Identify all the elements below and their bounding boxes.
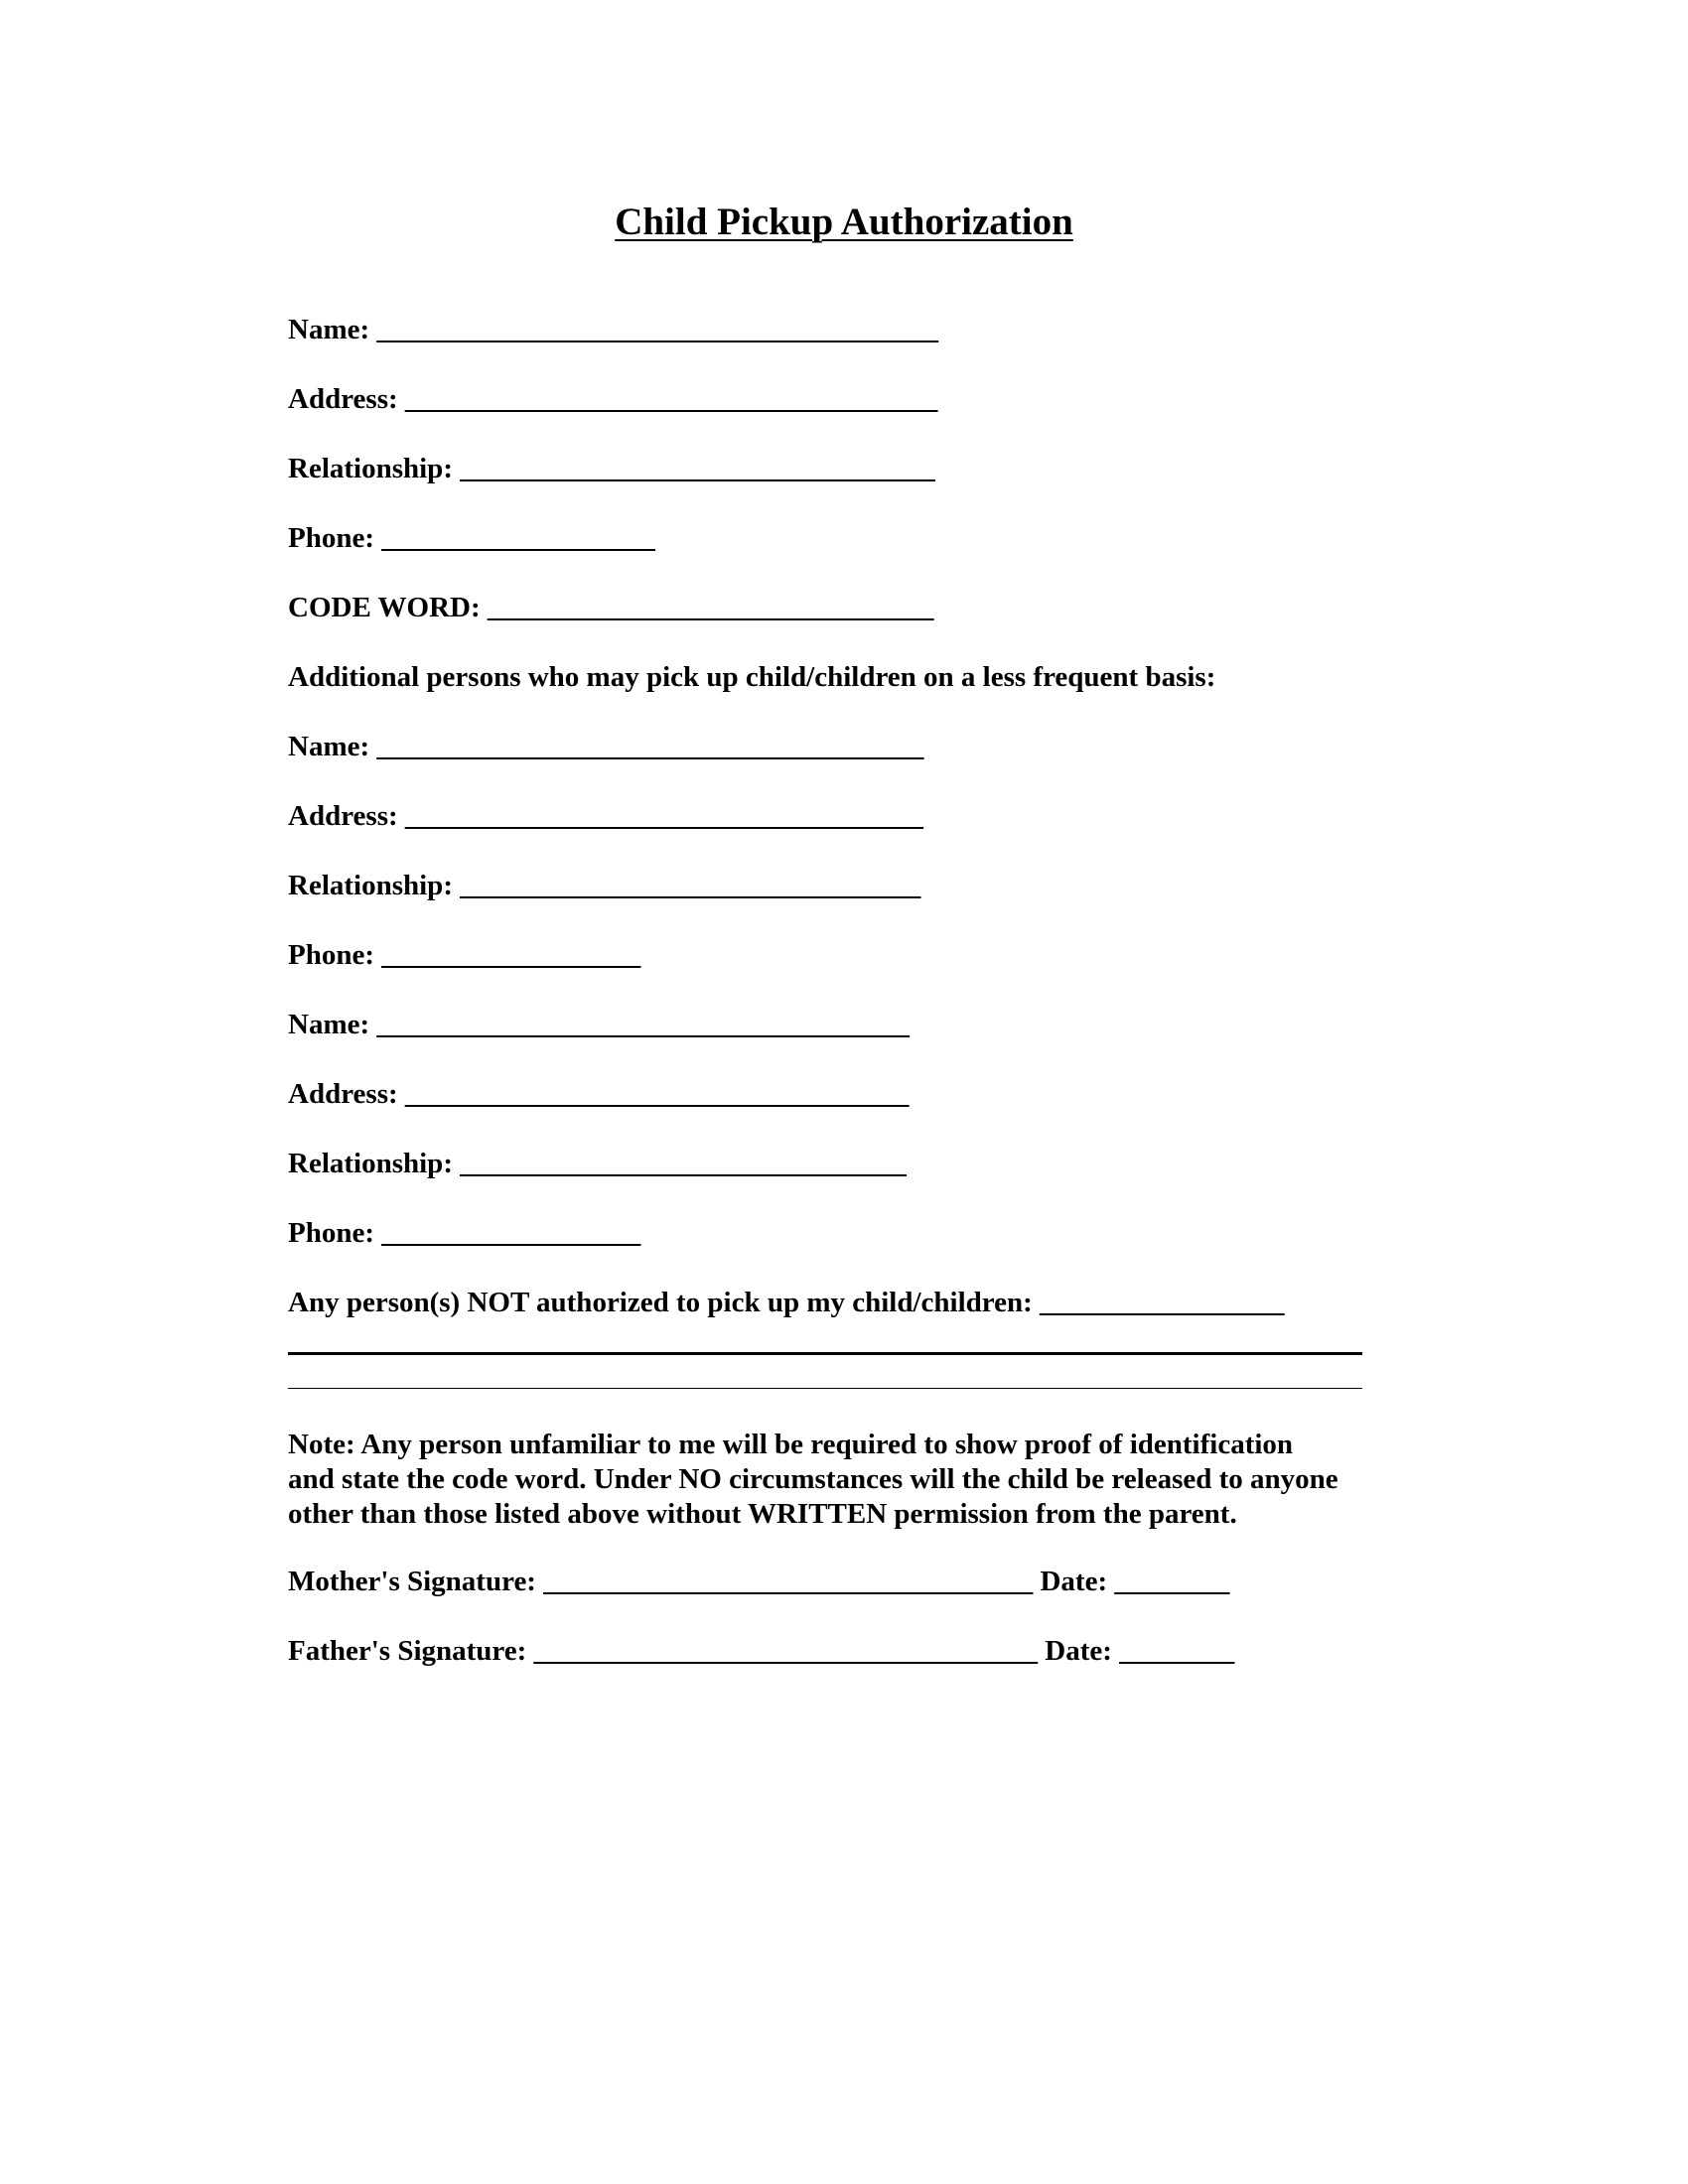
- additional-persons-heading: Additional persons who may pick up child/children on a less frequent basis:: [288, 661, 1216, 693]
- additional-2-name-field[interactable]: Name: _____________________________________: [288, 1009, 910, 1040]
- note-line-2: and state the code word. Under NO circumstances will the child be released to anyone: [288, 1463, 1338, 1495]
- additional-1-phone-field[interactable]: Phone: __________________: [288, 939, 641, 971]
- additional-1-relationship-field[interactable]: Relationship: ________________________________: [288, 870, 921, 901]
- page-title-text: Child Pickup Authorization: [615, 201, 1073, 243]
- additional-1-address-field[interactable]: Address: ____________________________________: [288, 800, 923, 832]
- note-paragraph: [288, 1428, 1338, 1532]
- not-authorized-line-2[interactable]: [288, 1388, 1362, 1389]
- additional-1-name-field[interactable]: Name: ______________________________________: [288, 731, 924, 762]
- code-word-field[interactable]: CODE WORD: _______________________________: [288, 592, 934, 623]
- note-line-3: other than those listed above without WRITTEN permission from the parent.: [288, 1498, 1237, 1530]
- primary-relationship-field[interactable]: Relationship: _________________________________: [288, 453, 935, 484]
- page-title: [0, 197, 1688, 248]
- primary-phone-field[interactable]: Phone: ___________________: [288, 522, 655, 554]
- father-signature-field[interactable]: Father's Signature: ___________________________________ Date: ________: [288, 1635, 1235, 1667]
- additional-2-relationship-field[interactable]: Relationship: _______________________________: [288, 1148, 907, 1179]
- not-authorized-line-1[interactable]: [288, 1352, 1362, 1355]
- additional-2-phone-field[interactable]: Phone: __________________: [288, 1217, 641, 1249]
- primary-name-field[interactable]: Name: _______________________________________: [288, 314, 938, 345]
- not-authorized-field[interactable]: Any person(s) NOT authorized to pick up my child/children: _________________: [288, 1287, 1285, 1318]
- additional-2-address-field[interactable]: Address: ___________________________________: [288, 1078, 910, 1110]
- mother-signature-field[interactable]: Mother's Signature: __________________________________ Date: ________: [288, 1566, 1230, 1597]
- primary-address-field[interactable]: Address: _____________________________________: [288, 383, 938, 415]
- note-line-1: Note: Any person unfamiliar to me will be required to show proof of identification: [288, 1429, 1294, 1460]
